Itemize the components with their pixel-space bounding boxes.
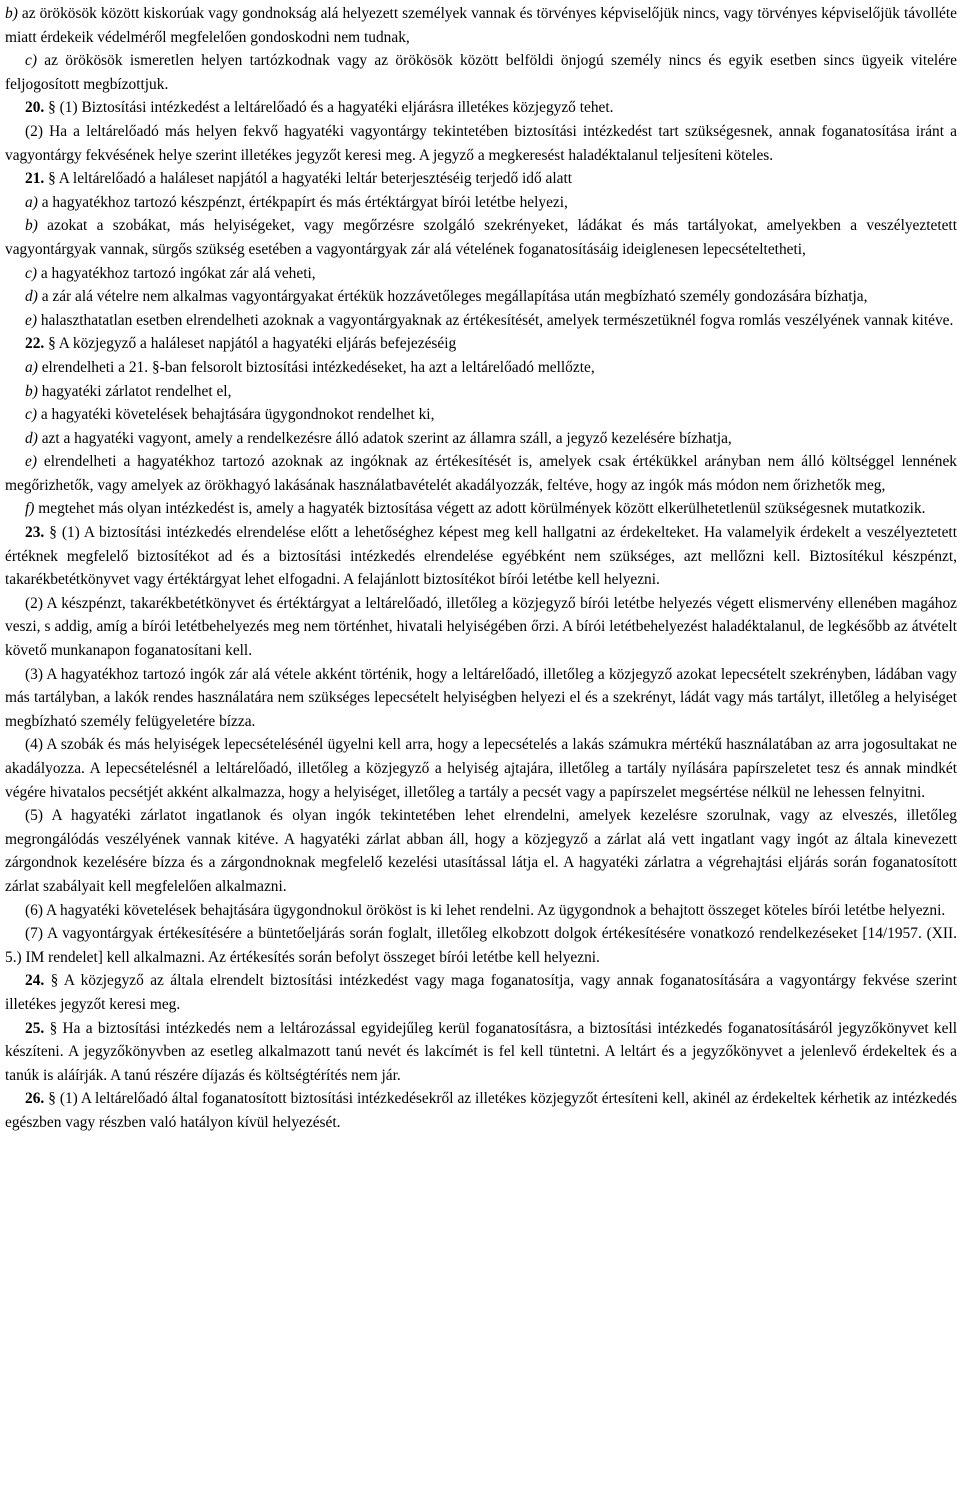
- paragraph-text: az örökösök között kiskorúak vagy gondnokság alá helyezett személyek vannak és törvényes képviselőjük nincs, vagy törvényes képviselőjük távolléte miatt érdekeik védelméről megfelelően gondoskodni nem tudnak,: [5, 5, 957, 46]
- list-marker: a): [25, 193, 38, 211]
- section-number: 26.: [25, 1090, 45, 1108]
- paragraph-text: azokat a szobákat, más helyiségeket, vagy megőrzésre szolgáló szekrényeket, ládákat és más tartályokat, amelyekben a veszélyeztetett vagyontárgyak vannak, sürgős szükség esetében a vagyontárgyak zár alá vételének foganatosításáig ideiglenesen lepecsételtetheti,: [5, 217, 957, 258]
- paragraph: [5, 922, 957, 969]
- paragraph-text: a zár alá vételre nem alkalmas vagyontárgyakat értékük hozzávetőleges megállapítása után megbízható személy gondozására bízhatja,: [41, 288, 868, 306]
- list-marker: f): [25, 500, 35, 518]
- paragraph: [5, 214, 957, 261]
- section-number: 20.: [25, 99, 45, 117]
- paragraph-text: (5) A hagyatéki zárlatot ingatlanok és olyan ingók tekintetében lehet elrendelni, amelyek kezelésre szorulnak, vagy az elveszés, illetőleg megrongálódás veszélyének vannak kitéve. A hagyatéki zárlat abban áll, hogy a közjegyző a zárlat alá vett ingatlant vagy ingót az általa kinevezett zárgondnok kezelésére bízza és a zárgondnoknak megfelelő kezelési utasítással látja el. A hagyatéki zárlatra a végrehajtási eljárás során foganatosított zárlat szabályait kell megfelelően alkalmazni.: [5, 807, 957, 895]
- paragraph: [5, 356, 957, 380]
- paragraph: [5, 663, 957, 734]
- paragraph: [5, 309, 957, 333]
- paragraph: [5, 2, 957, 49]
- paragraph-text: elrendelheti a hagyatékhoz tartozó azoknak az ingóknak az értékesítését is, amelyek csak értékükkel arányban nem álló költséggel lennének megőrizhetők, vagy amelyek az örökhagyó lakásának használatbavételét akadályozzák, feltéve, hogy az ingók más módon nem őrizhetők meg,: [5, 453, 957, 494]
- paragraph-text: elrendelheti a 21. §-ban felsorolt biztosítási intézkedéseket, ha azt a leltárelőadó mellőzte,: [41, 358, 595, 376]
- list-marker: c): [25, 264, 37, 282]
- paragraph-text: (2) A készpénzt, takarékbetétkönyvet és értéktárgyat a leltárelőadó, illetőleg a közjegyző bírói letétbe helyezés végett elismervény ellenében magához veszi, s addig, amíg a bírói letétbehelyezés meg nem történhet, hivatali helyiségében őrzi. A bírói letétbehelyezést haladéktalanul, de legkésőbb az átvételt követő munkanapon foganatosítani kell.: [5, 594, 957, 660]
- list-marker: b): [5, 5, 18, 22]
- section-paragraph: [5, 1087, 957, 1134]
- list-marker: c): [25, 406, 37, 424]
- paragraph-text: (6) A hagyatéki követelések behajtására ügygondnokul örököst is ki lehet rendelni. Az ügygondnok a behajtott összeget köteles bírói letétbe helyezni.: [25, 901, 946, 919]
- section-paragraph: [5, 96, 957, 120]
- list-marker: e): [25, 311, 37, 329]
- paragraph-text: a hagyatékhoz tartozó készpénzt, értékpapírt és más értéktárgyat bírói letétbe helyezi,: [41, 193, 568, 211]
- paragraph: [5, 403, 957, 427]
- list-marker: b): [25, 217, 38, 235]
- paragraph: [5, 285, 957, 309]
- section-number: 24.: [25, 972, 45, 990]
- paragraph-text: § A közjegyző az általa elrendelt biztosítási intézkedést vagy maga foganatosítja, vagy annak foganatosítására a vagyontárgy fekvése szerint illetékes jegyzőt keresi meg.: [5, 972, 957, 1013]
- paragraph-text: § (1) A biztosítási intézkedés elrendelése előtt a lehetőséghez képest meg kell hallgatni az érdekelteket. Ha valamelyik érdekelt a veszélyeztetett értéknek megfelelő biztosítékot ad és a biztosítási intézkedés elrendelése egyébként nem szükséges, azt mellőzni kell. Biztosítékul készpénzt, takarékbetétkönyvet vagy értéktárgyat lehet elfogadni. A felajánlott biztosítékot bírói letétbe kell helyezni.: [5, 524, 957, 589]
- paragraph-text: § (1) Biztosítási intézkedést a leltárelőadó és a hagyatéki eljárásra illetékes közjegyző tehet.: [48, 99, 614, 117]
- paragraph-text: a hagyatéki követelések behajtására ügygondnokot rendelhet ki,: [40, 406, 435, 424]
- paragraph-text: § A leltárelőadó a haláleset napjától a hagyatéki leltár beterjesztéséig terjedő idő alatt: [48, 170, 573, 188]
- paragraph: [5, 733, 957, 804]
- paragraph: [5, 262, 957, 286]
- paragraph-text: halaszthatatlan esetben elrendelheti azoknak a vagyontárgyaknak az értékesítését, amelyek természetüknél fogva romlás veszélyének vannak kitéve.: [40, 311, 954, 329]
- list-marker: d): [25, 429, 38, 447]
- paragraph-text: hagyatéki zárlatot rendelhet el,: [41, 382, 232, 400]
- section-paragraph: [5, 332, 957, 356]
- list-marker: e): [25, 453, 37, 471]
- section-paragraph: [5, 521, 957, 592]
- paragraph-text: (3) A hagyatékhoz tartozó ingók zár alá vétele akként történik, hogy a leltárelőadó, illetőleg a közjegyző azokat lepecsételt szekrényben, ládában vagy más tartályban, a lakók rendes használatára nem szükséges lepecsételt helyiségben helyezi el és a szekrényt, ládát vagy más tartályt, illetőleg a helyiséget megbízható személy felügyeletére bízza.: [5, 665, 957, 730]
- list-marker: d): [25, 288, 38, 306]
- paragraph: [5, 191, 957, 215]
- section-number: 22.: [25, 335, 45, 353]
- section-number: 23.: [25, 524, 45, 542]
- paragraph-text: (4) A szobák és más helyiségek lepecsételésénél ügyelni kell arra, hogy a lepecsételés a lakás számukra mértékű használatában az arra jogosultakat ne akadályozza. A lepecsételésnél a leltárelőadó, illetőleg a közjegyző a helyiség ajtajára, illetőleg a tartály nyílására papírszeletet tesz és annak mindkét végére hivatalos pecsétjét akként alkalmazza, hogy a helyiséget, illetőleg a tartály a pecsét vagy a papírszelet megsértése nélkül ne lehessen felnyitni.: [5, 736, 957, 801]
- paragraph: [5, 450, 957, 497]
- paragraph: [5, 804, 957, 898]
- paragraph-text: (2) Ha a leltárelőadó más helyen fekvő hagyatéki vagyontárgy tekintetében biztosítási intézkedést tart szükségesnek, annak foganatosítása iránt a vagyontárgy fekvésének helye szerint illetékes jegyzőt keresi meg. A jegyző a megkeresést haladéktalanul teljesíteni köteles.: [5, 122, 957, 164]
- paragraph: [5, 49, 957, 96]
- section-paragraph: [5, 167, 957, 191]
- paragraph-text: a hagyatékhoz tartozó ingókat zár alá veheti,: [40, 264, 316, 282]
- paragraph: [5, 592, 957, 663]
- paragraph-text: az örökösök ismeretlen helyen tartózkodnak vagy az örökösök között belföldi önjogú személy nincs és egyik esetben sincs ügyeik vitelére feljogosított megbízottjuk.: [5, 52, 957, 93]
- paragraph-text: § (1) A leltárelőadó által foganatosított biztosítási intézkedésekről az illetékes közjegyzőt értesíteni kell, akinél az érdekeltek kérhetik az intézkedés egészben vagy részben való hatályon kívül helyezését.: [5, 1090, 957, 1131]
- paragraph-text: § A közjegyző a haláleset napjától a hagyatéki eljárás befejezéséig: [48, 335, 457, 353]
- section-number: 25.: [25, 1019, 45, 1037]
- paragraph-text: (7) A vagyontárgyak értékesítésére a büntetőeljárás során foglalt, illetőleg elkobzott dolgok értékesítésére vonatkozó rendelkezéseket [14/1957. (XII. 5.) IM rendelet] kell alkalmazni. Az értékesítés során befolyt összeget bírói letétbe kell helyezni.: [5, 925, 957, 966]
- paragraph: [5, 120, 957, 167]
- paragraph-text: azt a hagyatéki vagyont, amely a rendelkezésre álló adatok szerint az államra száll, a jegyző kezelésére bízhatja,: [41, 429, 732, 447]
- section-number: 21.: [25, 170, 45, 188]
- list-marker: c): [25, 52, 37, 70]
- section-paragraph: [5, 969, 957, 1016]
- paragraph: [5, 899, 957, 923]
- paragraph: [5, 380, 957, 404]
- section-paragraph: [5, 1017, 957, 1088]
- document-page: [5, 2, 957, 1135]
- paragraph-text: megtehet más olyan intézkedést is, amely a hagyaték biztosítása végett az adott körülmények között elkerülhetetlenül szükségesnek mutatkozik.: [38, 500, 926, 518]
- paragraph: [5, 427, 957, 451]
- paragraph-text: § Ha a biztosítási intézkedés nem a leltározással egyidejűleg kerül foganatosításra, a biztosítási intézkedés foganatosításáról jegyzőkönyvet kell készíteni. A jegyzőkönyvben az esetleg alkalmazott tanú nevét és lakcímét is fel kell tüntetni. A leltárt és a jegyzőkönyvet a jelenlevő érdekeltek és a tanúk is aláírják. A tanú részére díjazás és költségtérítés nem jár.: [5, 1019, 958, 1084]
- list-marker: b): [25, 382, 38, 400]
- paragraph: [5, 497, 957, 521]
- list-marker: a): [25, 358, 38, 376]
